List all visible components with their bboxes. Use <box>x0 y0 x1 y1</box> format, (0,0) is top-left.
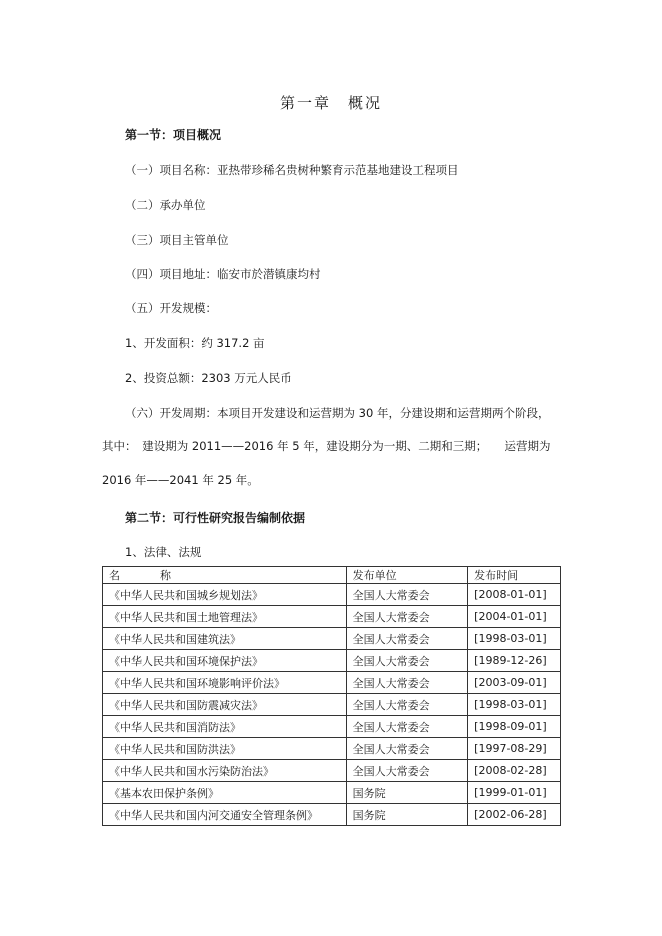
law-publisher: 全国人大常委会 <box>346 760 468 782</box>
table-row <box>103 760 561 782</box>
law-date: [2008-01-01] <box>468 584 561 606</box>
law-date: [1989-12-26] <box>468 650 561 672</box>
law-date: [2004-01-01] <box>468 606 561 628</box>
header-name-right: 称 <box>160 569 171 582</box>
development-area-line: 1、开发面积：约 317.2 亩 <box>125 336 265 350</box>
development-period-line-3: 2016 年——2041 年 25 年。 <box>102 473 259 487</box>
law-publisher: 全国人大常委会 <box>346 738 468 760</box>
law-name: 《中华人民共和国环境影响评价法》 <box>103 672 347 694</box>
law-publisher: 全国人大常委会 <box>346 650 468 672</box>
law-name: 《中华人民共和国城乡规划法》 <box>103 584 347 606</box>
project-name-line: （一）项目名称：亚热带珍稀名贵树种繁育示范基地建设工程项目 <box>125 163 459 177</box>
law-name: 《中华人民共和国土地管理法》 <box>103 606 347 628</box>
law-date: [1997-08-29] <box>468 738 561 760</box>
law-publisher: 全国人大常委会 <box>346 694 468 716</box>
table-row <box>103 694 561 716</box>
law-date: [1999-01-01] <box>468 782 561 804</box>
table-row <box>103 606 561 628</box>
section-2-heading: 第二节：可行性研究报告编制依据 <box>125 511 306 525</box>
law-name: 《中华人民共和国防震减灾法》 <box>103 694 347 716</box>
law-name: 《中华人民共和国环境保护法》 <box>103 650 347 672</box>
table-row <box>103 584 561 606</box>
law-name: 《中华人民共和国防洪法》 <box>103 738 347 760</box>
table-row <box>103 672 561 694</box>
table-row <box>103 716 561 738</box>
development-period-line-1: （六）开发周期：本项目开发建设和运营期为 30 年，分建设期和运营期两个阶段， <box>125 406 550 420</box>
development-scale-line: （五）开发规模： <box>125 301 217 315</box>
table-row <box>103 782 561 804</box>
header-publisher: 发布单位 <box>346 567 468 584</box>
table-row <box>103 650 561 672</box>
table-row <box>103 804 561 826</box>
law-publisher: 全国人大常委会 <box>346 716 468 738</box>
law-publisher: 全国人大常委会 <box>346 584 468 606</box>
law-publisher: 全国人大常委会 <box>346 628 468 650</box>
table-header-row <box>103 567 561 584</box>
table-row <box>103 738 561 760</box>
table-row <box>103 628 561 650</box>
law-publisher: 国务院 <box>346 782 468 804</box>
law-date: [1998-03-01] <box>468 628 561 650</box>
law-name: 《中华人民共和国消防法》 <box>103 716 347 738</box>
supervisor-line: （三）项目主管单位 <box>125 233 229 247</box>
total-investment-line: 2、投资总额：2303 万元人民币 <box>125 371 292 385</box>
development-period-line-2: 其中： 建设期为 2011——2016 年 5 年，建设期分为一期、二期和三期； 运营期为 <box>102 439 551 453</box>
law-name: 《中华人民共和国内河交通安全管理条例》 <box>103 804 347 826</box>
law-name: 《基本农田保护条例》 <box>103 782 347 804</box>
law-name: 《中华人民共和国建筑法》 <box>103 628 347 650</box>
law-name: 《中华人民共和国水污染防治法》 <box>103 760 347 782</box>
section-1-heading: 第一节：项目概况 <box>125 128 222 142</box>
law-publisher: 全国人大常委会 <box>346 606 468 628</box>
law-date: [1998-09-01] <box>468 716 561 738</box>
header-name-left: 名 <box>109 569 120 582</box>
law-date: [2008-02-28] <box>468 760 561 782</box>
header-date: 发布时间 <box>468 567 561 584</box>
header-name <box>103 567 347 584</box>
law-date: [2002-06-28] <box>468 804 561 826</box>
laws-subheading: 1、法律、法规 <box>125 545 202 559</box>
law-date: [1998-03-01] <box>468 694 561 716</box>
law-publisher: 全国人大常委会 <box>346 672 468 694</box>
regulations-table <box>102 566 561 826</box>
project-address-line: （四）项目地址：临安市於潜镇康均村 <box>125 267 321 281</box>
law-date: [2003-09-01] <box>468 672 561 694</box>
law-publisher: 国务院 <box>346 804 468 826</box>
chapter-title: 第一章 概况 <box>279 94 382 112</box>
organizer-line: （二）承办单位 <box>125 198 206 212</box>
